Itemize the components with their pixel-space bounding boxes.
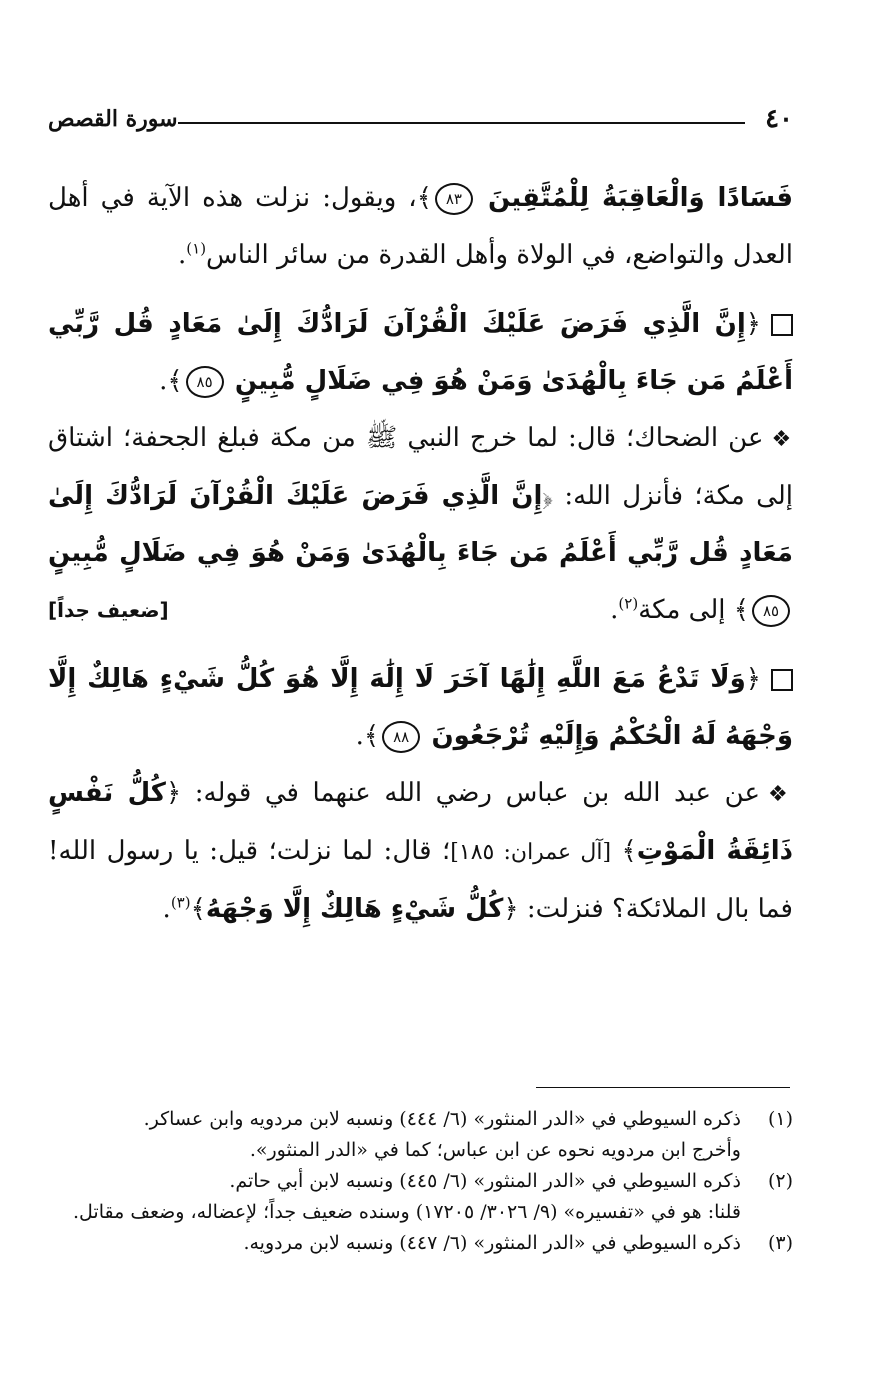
- narration-text-middle: ؛ قال: لما نزلت؛ قيل: يا رسول الله! فما بال الملائكة؟ فنزلت:: [48, 836, 793, 924]
- verse-88-block: ﴿وَلَا تَدْعُ مَعَ اللَّهِ إِلَٰهًا آخَرَ لَا إِلَٰهَ إِلَّا هُوَ كُلُّ شَيْءٍ هَالِكٌ إِلَّا وَجْهَهُ لَهُ الْحُكْمُ وَإِلَيْهِ تُرْجَعُونَ ٨٨﴾.: [48, 664, 793, 751]
- quran-text: فَسَادًا وَالْعَاقِبَةُ لِلْمُتَّقِينَ: [488, 183, 793, 213]
- footnote-3: [48, 1228, 793, 1259]
- footnote-reference: (١): [186, 239, 207, 258]
- ayah-number-marker: ٨٥: [186, 366, 224, 398]
- narration-text-end: إلى مكة: [638, 595, 726, 625]
- ayah-number-marker: ٨٥: [752, 595, 790, 627]
- sentence-end: .: [610, 595, 619, 625]
- square-bullet-icon: [771, 669, 793, 691]
- footnote-divider: [536, 1087, 790, 1088]
- narration-dahhak: ❖عن الضحاك؛ قال: لما خرج النبي ﷺ من مكة فبلغ الجحفة؛ اشتاق إلى مكة؛ فأنزل الله: ﴿إِنَّ الَّذِي فَرَضَ عَلَيْكَ الْقُرْآنَ لَرَادُّكَ إِلَىٰ مَعَادٍ قُل رَّبِّي أَعْلَمُ مَن جَاءَ بِالْهُدَىٰ وَمَنْ هُوَ فِي ضَلَالٍ مُّبِينٍ ٨٥﴾ إلى مكة$^{(٢)}$. [ضعيف جداً]: [48, 410, 793, 639]
- footnote-number: (٢): [767, 1170, 793, 1192]
- quran-quote: كُلُّ شَيْءٍ هَالِكٌ إِلَّا وَجْهَهُ: [205, 894, 504, 924]
- sentence-end: .: [178, 240, 187, 270]
- footnote-number: (٣): [767, 1232, 793, 1254]
- footnote-line: قلنا: هو في «تفسيره» (٩/ ٣٠٢٦/ ١٧٢٠٥) وسنده ضعيف جداً؛ لإعضاله، وضعف مقاتل.: [72, 1201, 741, 1223]
- footnote-reference: (٣): [170, 893, 191, 912]
- footnote-2: [48, 1166, 793, 1228]
- verse-citation: [آل عمران: ١٨٥]: [450, 840, 612, 865]
- footnote-line: ذكره السيوطي في «الدر المنثور» (٦/ ٤٤٧) ونسبه لابن مردويه.: [243, 1232, 741, 1254]
- diamond-bullet-icon: ❖: [771, 427, 793, 452]
- footnote-line: وأخرج ابن مردويه نحوه عن ابن عباس؛ كما في «الدر المنثور».: [249, 1139, 741, 1161]
- paragraph-1: فَسَادًا وَالْعَاقِبَةُ لِلْمُتَّقِينَ ٨٣﴾، ويقول: نزلت هذه الآية في أهل العدل والتواضع، في الولاة وأهل القدرة من سائر الناس$^{(١)}$.: [48, 183, 793, 270]
- footnote-number: (١): [767, 1108, 793, 1130]
- footnotes: [48, 1104, 793, 1259]
- footnote-reference: (٢): [618, 594, 639, 613]
- header-divider: [178, 122, 745, 124]
- page-number: ٤٠: [765, 104, 793, 134]
- verse-85-block: ﴿إِنَّ الَّذِي فَرَضَ عَلَيْكَ الْقُرْآنَ لَرَادُّكَ إِلَىٰ مَعَادٍ قُل رَّبِّي أَعْلَمُ مَن جَاءَ بِالْهُدَىٰ وَمَنْ هُوَ فِي ضَلَالٍ مُّبِينٍ ٨٥﴾.: [48, 309, 793, 396]
- footnote-line: ذكره السيوطي في «الدر المنثور» (٦/ ٤٤٤) ونسبه لابن مردويه وابن عساكر.: [143, 1108, 741, 1130]
- ayah-number-marker: ٨٨: [382, 721, 420, 753]
- quran-quote: إِنَّ الَّذِي فَرَضَ عَلَيْكَ الْقُرْآنَ لَرَادُّكَ إِلَىٰ مَعَادٍ قُل رَّبِّي أَعْلَمُ مَن جَاءَ بِالْهُدَىٰ وَمَنْ هُوَ فِي ضَلَالٍ مُّبِينٍ: [48, 481, 793, 568]
- narration-text: عن عبد الله بن عباس رضي الله عنهما في قوله:: [194, 778, 760, 808]
- main-text: [48, 170, 793, 938]
- hadith-grading: [ضعيف جداً]: [48, 598, 169, 622]
- square-bullet-icon: [771, 314, 793, 336]
- quran-quote: كُلُّ نَفْسٍ ذَائِقَةُ الْمَوْتِ: [48, 778, 793, 866]
- footnote-line: ذكره السيوطي في «الدر المنثور» (٦/ ٤٤٥) ونسبه لابن أبي حاتم.: [229, 1170, 741, 1192]
- paragraph-text: ، ويقول: نزلت هذه الآية في أهل العدل والتواضع، في الولاة وأهل القدرة من سائر الناس: [48, 183, 793, 270]
- sentence-end: .: [162, 894, 171, 924]
- footnote-1: [48, 1104, 793, 1166]
- quran-verse: وَلَا تَدْعُ مَعَ اللَّهِ إِلَٰهًا آخَرَ لَا إِلَٰهَ إِلَّا هُوَ كُلُّ شَيْءٍ هَالِكٌ إِلَّا وَجْهَهُ لَهُ الْحُكْمُ وَإِلَيْهِ تُرْجَعُونَ: [48, 664, 793, 751]
- diamond-bullet-icon: ❖: [767, 782, 794, 807]
- page-header: [48, 104, 793, 140]
- narration-text: عن الضحاك؛ قال: لما خرج النبي ﷺ من مكة فبلغ الجحفة؛ اشتاق إلى مكة؛ فأنزل الله:: [48, 423, 793, 511]
- quran-verse: إِنَّ الَّذِي فَرَضَ عَلَيْكَ الْقُرْآنَ لَرَادُّكَ إِلَىٰ مَعَادٍ قُل رَّبِّي أَعْلَمُ مَن جَاءَ بِالْهُدَىٰ وَمَنْ هُوَ فِي ضَلَالٍ مُّبِينٍ: [48, 309, 793, 396]
- surah-title: سورة القصص: [48, 106, 178, 132]
- ayah-number-marker: ٨٣: [435, 183, 473, 215]
- narration-ibn-abbas: ❖عن عبد الله بن عباس رضي الله عنهما في قوله: ﴿كُلُّ نَفْسٍ ذَائِقَةُ الْمَوْتِ﴾ [آل عمران: ١٨٥]؛ قال: لما نزلت؛ قيل: يا رسول الله! فما بال الملائكة؟ فنزلت: ﴿كُلُّ شَيْءٍ هَالِكٌ إِلَّا وَجْهَهُ﴾$^{(٣)}$.: [48, 778, 794, 924]
